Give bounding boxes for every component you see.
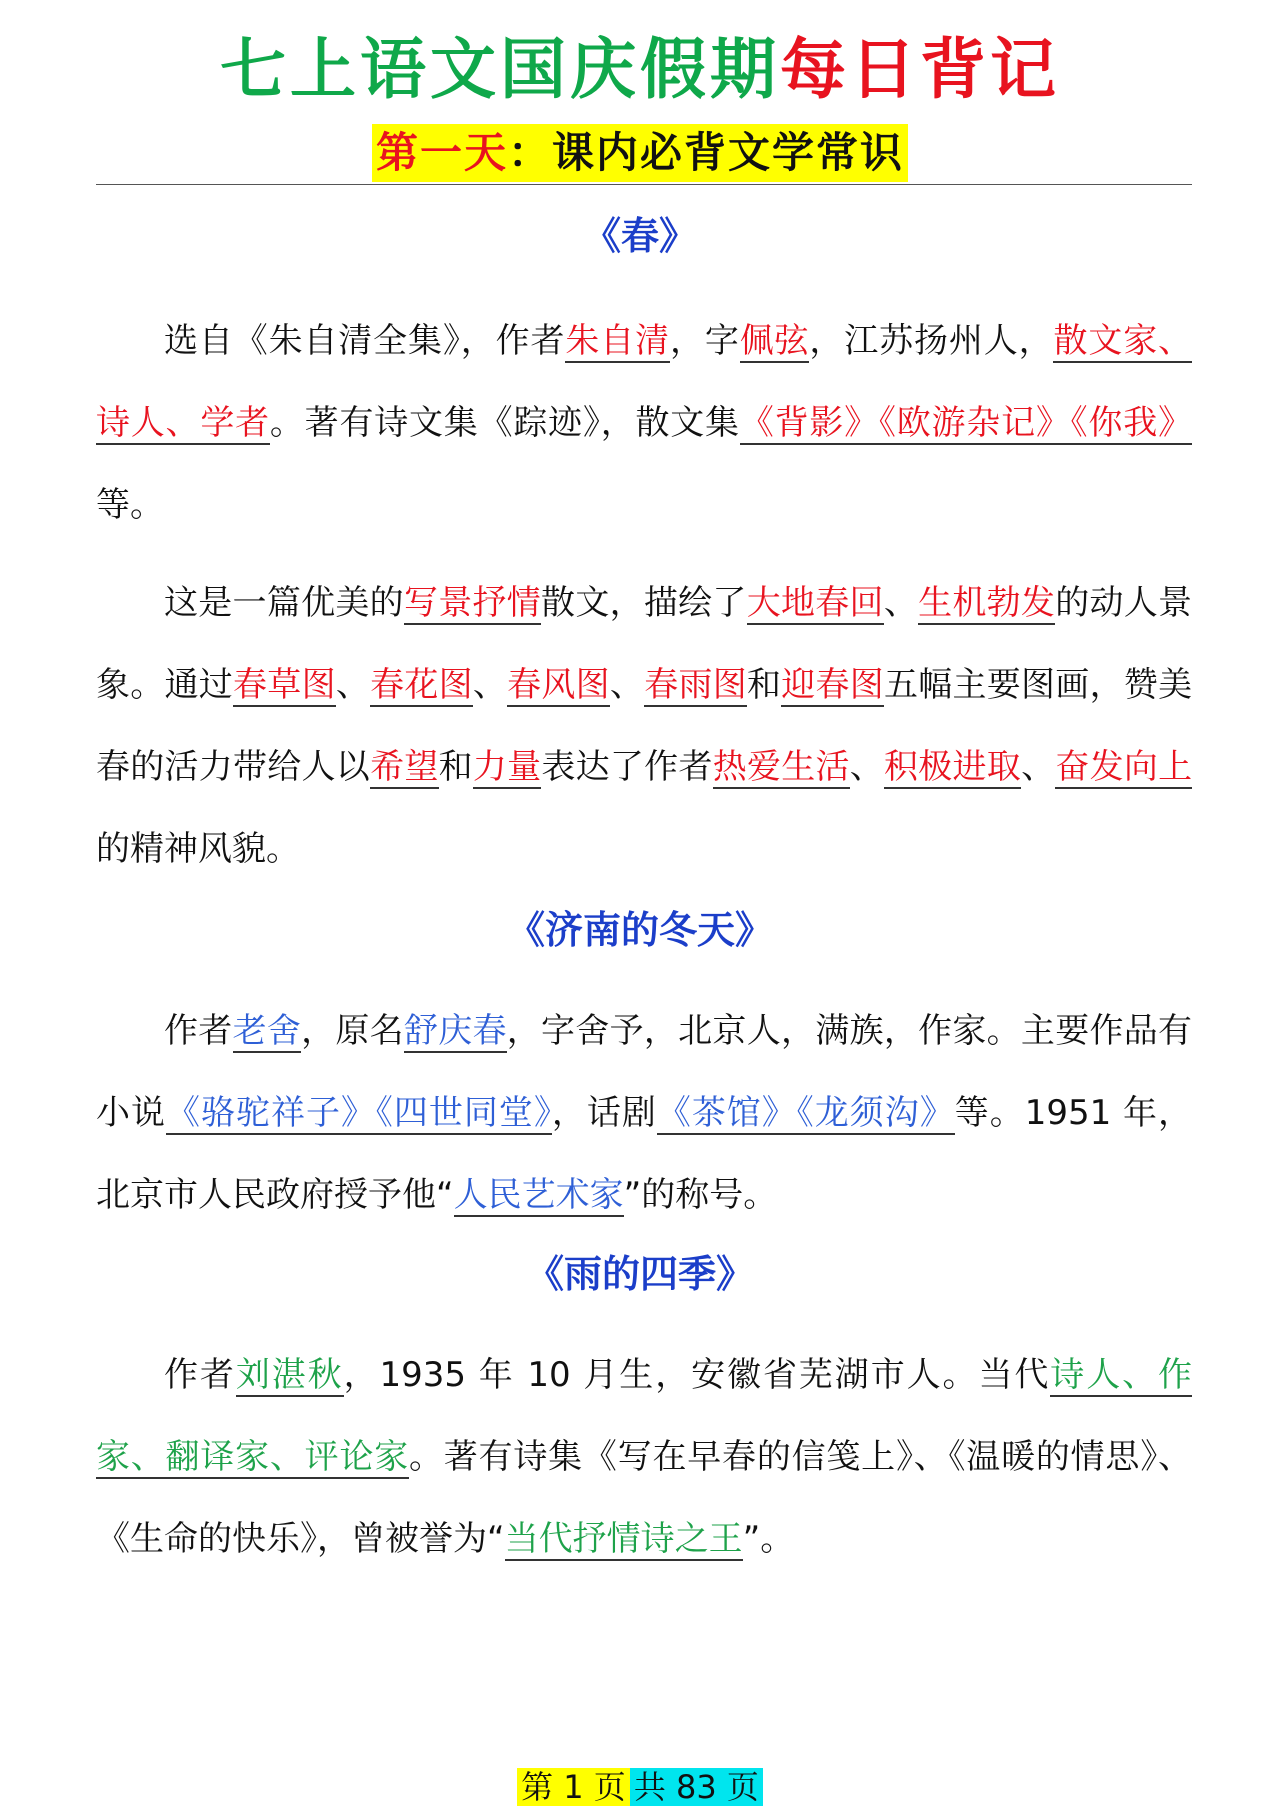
text-run: 、 (849, 747, 885, 787)
subtitle-banner (372, 124, 908, 182)
key-term: 春草图 (233, 665, 336, 705)
text-run: 这是一篇优美的 (164, 583, 404, 623)
key-term: 写景抒情 (403, 583, 542, 623)
page-title (0, 30, 1280, 110)
page-total: 共 83 页 (630, 1768, 763, 1806)
subtitle-row (0, 124, 1280, 182)
text-run: 的动人景象。通过 (96, 583, 1193, 705)
key-term: 舒庆春 (403, 1011, 507, 1051)
section-yu-paragraph (96, 1334, 1192, 1580)
section-heading-yu: 《雨的四季》 (525, 1252, 754, 1296)
key-term: 《背影》《欧游杂记》《你我》 (739, 403, 1192, 443)
page-footer (0, 1766, 1280, 1808)
key-term: 希望 (370, 747, 439, 787)
text-run: ，字舍予，北京人，满族，作家。主要作品有小说 (96, 1011, 1193, 1133)
title-part-red: 每日背记 (780, 31, 1060, 108)
text-run: 选自《朱自清全集》，作者 (164, 321, 566, 361)
key-term: 人民艺术家 (453, 1175, 624, 1215)
key-term: 当代抒情诗之王 (504, 1519, 743, 1559)
text-run: 、 (609, 665, 645, 705)
key-term: 热爱生活 (712, 747, 850, 787)
key-term: 老舍 (232, 1011, 302, 1051)
key-term: 春风图 (507, 665, 610, 705)
key-term: 刘湛秋 (235, 1355, 344, 1395)
text-run: 的精神风貌。 (96, 829, 300, 869)
text-run: 、 (472, 665, 508, 705)
key-term: 迎春图 (781, 665, 885, 705)
key-term: 大地春回 (746, 583, 884, 623)
key-term: 佩弦 (739, 321, 810, 361)
text-run: 、 (883, 583, 919, 623)
text-run: 作者 (164, 1355, 236, 1395)
key-term: 散文家、诗人、学者 (96, 321, 1193, 443)
text-run: 散文，描绘了 (541, 583, 747, 623)
subtitle-day: 第一天 (375, 128, 508, 177)
text-run: ”的称号。 (623, 1175, 778, 1215)
key-term: 春花图 (370, 665, 473, 705)
text-run: ”。 (742, 1519, 795, 1559)
section-chun-paragraph-1 (96, 300, 1192, 546)
section-heading-jinan: 《济南的冬天》 (506, 908, 773, 952)
text-run: 。著有诗文集《踪迹》，散文集 (269, 403, 740, 443)
text-run: 作者 (164, 1011, 233, 1051)
text-run: 五幅主要图画，赞美春的活力带给人以 (96, 665, 1193, 787)
text-run: 。著有诗集《写在早春的信笺上》、《温暖的情思》、《生命的快乐》，曾被誉为“ (96, 1437, 1192, 1559)
text-run: ，原名 (301, 1011, 404, 1051)
key-term: 力量 (472, 747, 542, 787)
header-divider (96, 184, 1192, 185)
text-run: 等。 (96, 485, 164, 525)
section-chun-paragraph-2 (96, 562, 1192, 890)
text-run: 等。1951 年，北京市人民政府授予他“ (96, 1093, 1193, 1215)
key-term: 诗人、作家、翻译家、评论家 (96, 1355, 1193, 1477)
key-term: 《骆驼祥子》《四世同堂》 (165, 1093, 552, 1133)
text-run: ，江苏扬州人， (809, 321, 1054, 361)
text-run: 、 (1021, 747, 1056, 787)
key-term: 朱自清 (565, 321, 670, 361)
page-number: 第 1 页 (517, 1768, 630, 1806)
text-run: 表达了作者 (541, 747, 713, 787)
title-part-green: 七上语文国庆假期 (220, 31, 780, 108)
key-term: 《茶馆》《龙须沟》 (656, 1093, 955, 1133)
text-run: 和 (438, 747, 473, 787)
text-run: ，1935 年 10 月生，安徽省芜湖市人。当代 (343, 1355, 1051, 1395)
text-run: ，话剧 (551, 1093, 657, 1133)
key-term: 奋发向上 (1055, 747, 1193, 787)
text-run: 、 (335, 665, 371, 705)
subtitle-topic: 课内必背文学常识 (552, 128, 905, 177)
key-term: 春雨图 (644, 665, 747, 705)
subtitle-separator: ： (507, 128, 552, 177)
key-term: 积极进取 (884, 747, 1022, 787)
section-jinan-paragraph (96, 990, 1192, 1236)
text-run: ，字 (669, 321, 740, 361)
text-run: 和 (746, 665, 782, 705)
section-heading-chun: 《春》 (582, 214, 697, 258)
key-term: 生机勃发 (918, 583, 1056, 623)
